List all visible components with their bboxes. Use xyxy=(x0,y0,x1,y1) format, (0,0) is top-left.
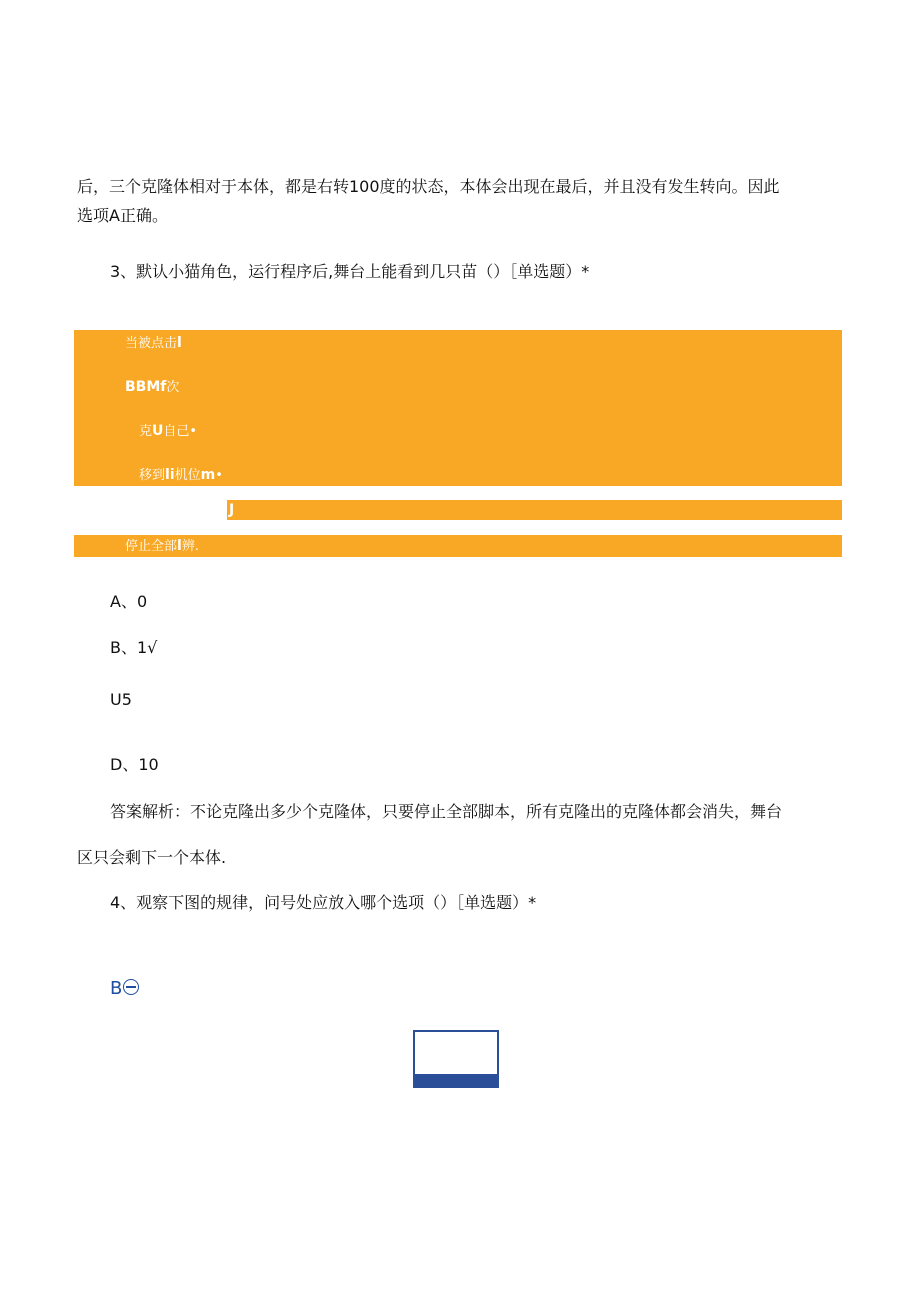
code-line-goto: 移到li机位m• xyxy=(139,467,223,483)
question-3-text: 3、默认小猫角色，运行程序后,舞台上能看到几只苗（）［单选题）* xyxy=(110,262,590,281)
code-block-main xyxy=(74,330,842,486)
question-4-text: 4、观察下图的规律，问号处应放入哪个选项（）［单选题）* xyxy=(110,893,537,912)
code-line-clone: 克U自己• xyxy=(139,423,198,439)
option-d: D、10 xyxy=(110,755,159,774)
option-b: B、1√ xyxy=(110,638,158,657)
circle-minus-icon xyxy=(123,979,139,995)
code-line-when-clicked: 当被点击l xyxy=(125,335,182,351)
code-block-end xyxy=(227,500,842,520)
option-a: A、0 xyxy=(110,592,148,611)
figure-image xyxy=(413,1030,499,1088)
intro-line-1: 后，三个克隆体相对于本体，都是右转100度的状态，本体会出现在最后，并且没有发生转向。因此 xyxy=(77,177,780,196)
figure-bottom-bar xyxy=(415,1074,497,1086)
code-line-end: J xyxy=(229,502,235,518)
logo-mark xyxy=(110,978,139,999)
logo-letter: B xyxy=(110,978,123,999)
code-line-repeat: BBMf次 xyxy=(125,379,180,395)
analysis-line-2: 区只会剩下一个本体. xyxy=(77,848,227,867)
code-line-stop-all: 停止全部l辨. xyxy=(125,538,199,554)
analysis-line-1: 答案解析：不论克隆出多少个克隆体，只要停止全部脚本，所有克隆出的克隆体都会消失，舞台 xyxy=(110,802,783,821)
option-c: U5 xyxy=(110,690,132,709)
intro-line-2: 选项A正确。 xyxy=(77,206,168,225)
